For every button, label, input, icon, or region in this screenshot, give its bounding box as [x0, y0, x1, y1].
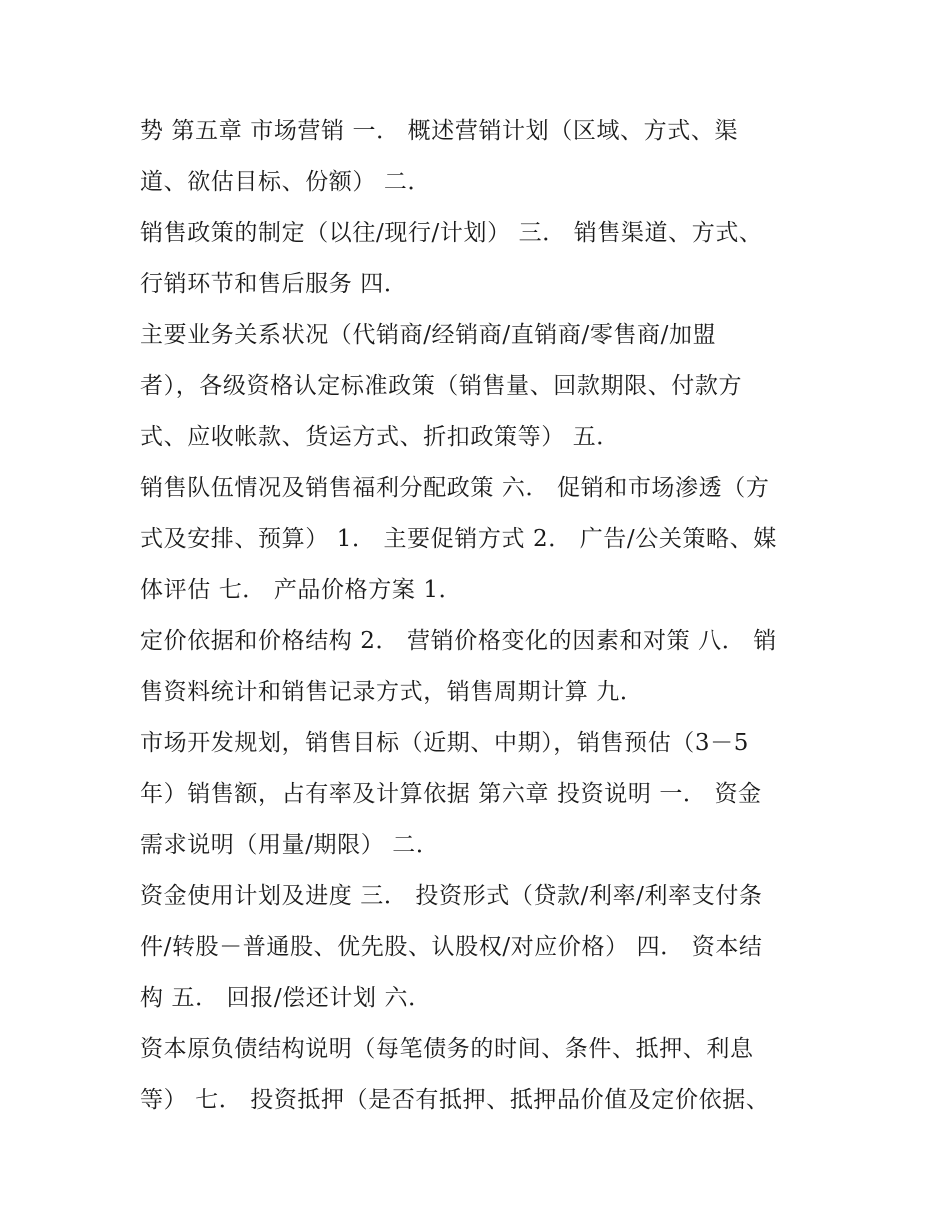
text-line-20: 等） 七． 投资抵押（是否有抵押、抵押品价值及定价依据、	[140, 1087, 770, 1113]
text-line-17: 件/转股－普通股、优先股、认股权/对应价格） 四． 资本结	[140, 934, 763, 960]
text-line-2: 道、欲估目标、份额） 二．	[140, 169, 432, 195]
text-line-8: 销售队伍情况及销售福利分配政策 六． 促销和市场渗透（方	[140, 475, 770, 501]
body-text	[140, 106, 820, 1126]
text-line-16: 资金使用计划及进度 三． 投资形式（贷款/利率/利率支付条	[140, 883, 763, 909]
text-line-12: 售资料统计和销售记录方式，销售周期计算 九．	[140, 679, 644, 705]
text-line-9: 式及安排、预算） 1． 主要促销方式 2． 广告/公关策略、媒	[140, 526, 777, 552]
text-line-4: 行销环节和售后服务 四．	[140, 271, 408, 297]
text-line-10: 体评估 七． 产品价格方案 1．	[140, 577, 463, 603]
text-line-18: 构 五． 回报/偿还计划 六．	[140, 985, 432, 1011]
text-line-1: 势 第五章 市场营销 一． 概述营销计划（区域、方式、渠	[140, 118, 739, 144]
text-line-5: 主要业务关系状况（代销商/经销商/直销商/零售商/加盟	[140, 322, 717, 348]
text-line-13: 市场开发规划，销售目标（近期、中期），销售预估（3－5	[140, 730, 749, 756]
text-line-14: 年）销售额，占有率及计算依据 第六章 投资说明 一． 资金	[140, 781, 762, 807]
text-line-11: 定价依据和价格结构 2． 营销价格变化的因素和对策 八． 销	[140, 628, 777, 654]
text-line-19: 资本原负债结构说明（每笔债务的时间、条件、抵押、利息	[140, 1036, 754, 1062]
text-line-6: 者），各级资格认定标准政策（销售量、回款期限、付款方	[140, 373, 743, 399]
text-line-7: 式、应收帐款、货运方式、折扣政策等） 五．	[140, 424, 620, 450]
text-line-15: 需求说明（用量/期限） 二．	[140, 832, 440, 858]
text-line-3: 销售政策的制定（以往/现行/计划） 三． 销售渠道、方式、	[140, 220, 763, 246]
